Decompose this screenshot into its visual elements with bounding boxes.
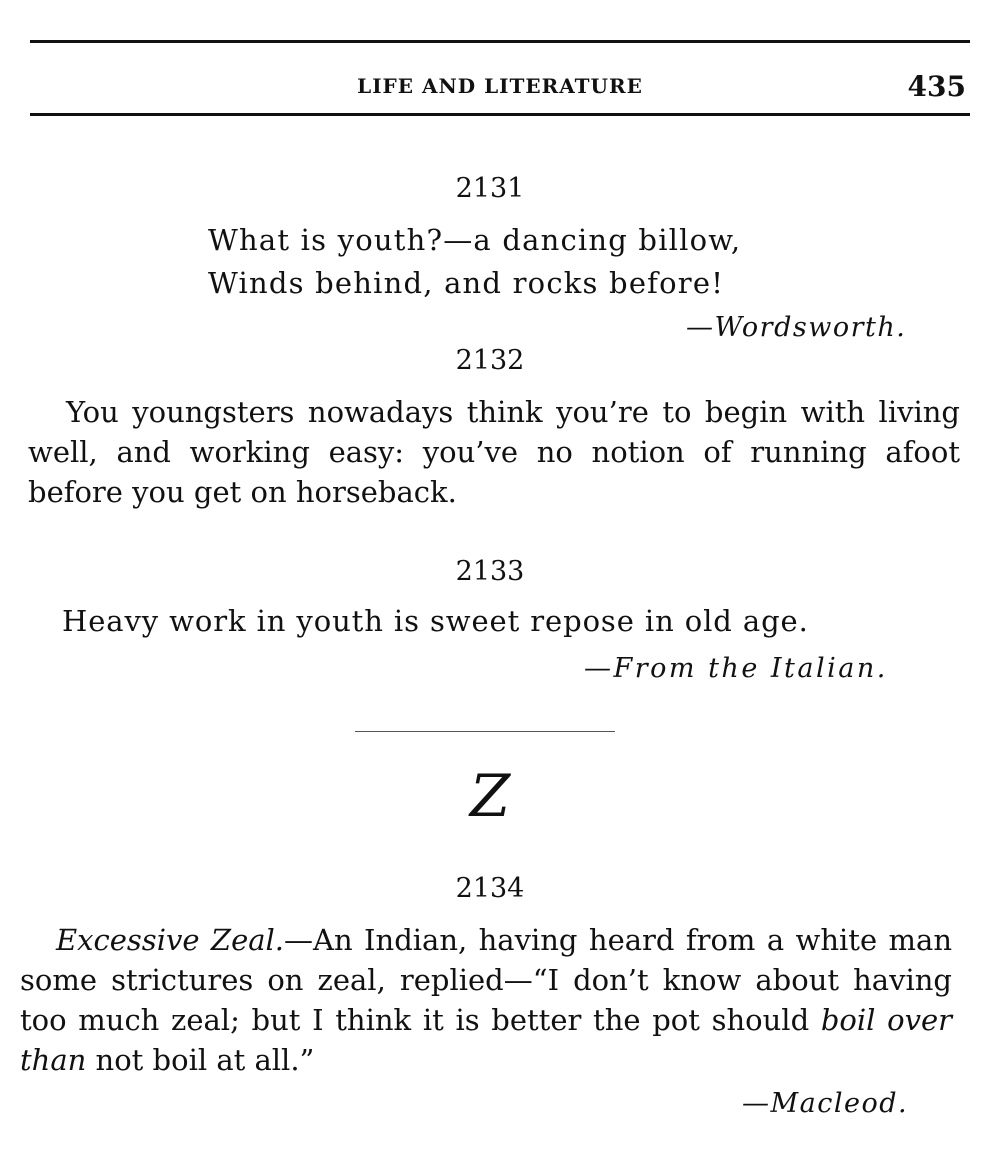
entry-number: 2132 — [455, 345, 525, 376]
entry-number: 2133 — [455, 556, 525, 587]
entry-number: 2131 — [455, 173, 525, 204]
paragraph — [20, 920, 952, 1080]
paragraph-emphasis: boil over than — [20, 1003, 952, 1077]
attribution: —Wordsworth. — [686, 312, 907, 343]
attribution: —Macleod. — [742, 1088, 909, 1119]
entry-number: 2134 — [455, 873, 525, 904]
section-letter: Z — [469, 762, 511, 830]
entry-title: Excessive Zeal. — [56, 923, 285, 957]
header-bottom-rule — [30, 113, 970, 116]
paragraph-line: Heavy work in youth is sweet repose in old age. — [62, 604, 809, 638]
section-divider — [355, 731, 615, 732]
attribution: —From the Italian. — [584, 653, 888, 684]
page-number: 435 — [907, 70, 966, 103]
verse-line: Winds behind, and rocks before! — [208, 266, 725, 300]
paragraph-text: —An Indian, having heard from a white man some strictures on zeal, replied—“I don’t know about having too much zeal; but I think it is better the pot should — [20, 923, 952, 1037]
paragraph-text-end: not boil at all.” — [86, 1043, 315, 1077]
paragraph: You youngsters nowadays think you’re to begin with living well, and working easy: you’ve no notion of running afoot before you get on horseback. — [28, 395, 960, 509]
verse-line: What is youth?—a dancing billow, — [208, 223, 742, 257]
header-top-rule — [30, 40, 970, 43]
running-title: LIFE AND LITERATURE — [357, 74, 643, 98]
